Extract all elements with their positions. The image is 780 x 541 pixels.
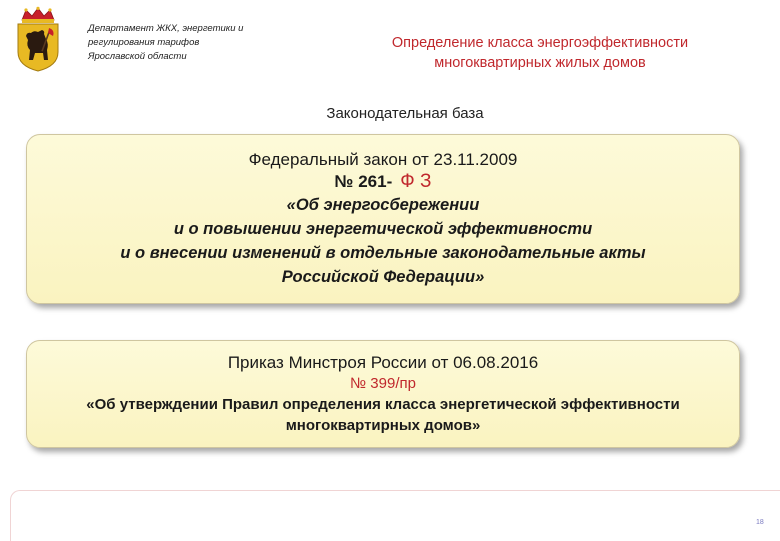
document-title-line: многоквартирных жилых домов bbox=[434, 55, 646, 71]
law-number-line bbox=[27, 171, 739, 193]
order-title-line: многоквартирных домов» bbox=[285, 417, 481, 434]
law-date-line: Федеральный закон от 23.11.2009 bbox=[248, 150, 518, 169]
page-number: 18 bbox=[756, 519, 764, 526]
order-date-line: Приказ Минстроя России от 06.08.2016 bbox=[227, 353, 539, 372]
department-line: регулирования тарифов bbox=[88, 37, 200, 48]
ministry-order-panel bbox=[26, 340, 740, 448]
coat-of-arms-icon bbox=[12, 6, 64, 72]
section-title: Законодательная база bbox=[326, 105, 484, 122]
department-name bbox=[88, 22, 278, 64]
law-title-line: «Об энергосбережении bbox=[286, 196, 480, 214]
law-title-line: Российской Федерации» bbox=[281, 268, 485, 286]
law-number: № 261- bbox=[334, 172, 393, 191]
order-title-line: «Об утверждении Правил определения класса энергетической эффективности bbox=[86, 396, 680, 413]
law-title-line: и о внесении изменений в отдельные законодательные акты bbox=[120, 244, 646, 262]
footer-frame bbox=[10, 490, 780, 541]
document-title-line: Определение класса энергоэффективности bbox=[391, 35, 689, 51]
department-line: Департамент ЖКХ, энергетики и bbox=[88, 23, 244, 34]
department-line: Ярославской области bbox=[88, 51, 187, 62]
law-title-line: и о повышении энергетической эффективности bbox=[173, 220, 593, 238]
order-number: № 399/пр bbox=[350, 375, 416, 392]
document-title bbox=[340, 33, 740, 73]
law-suffix: Ф З bbox=[400, 171, 432, 192]
federal-law-panel bbox=[26, 134, 740, 304]
